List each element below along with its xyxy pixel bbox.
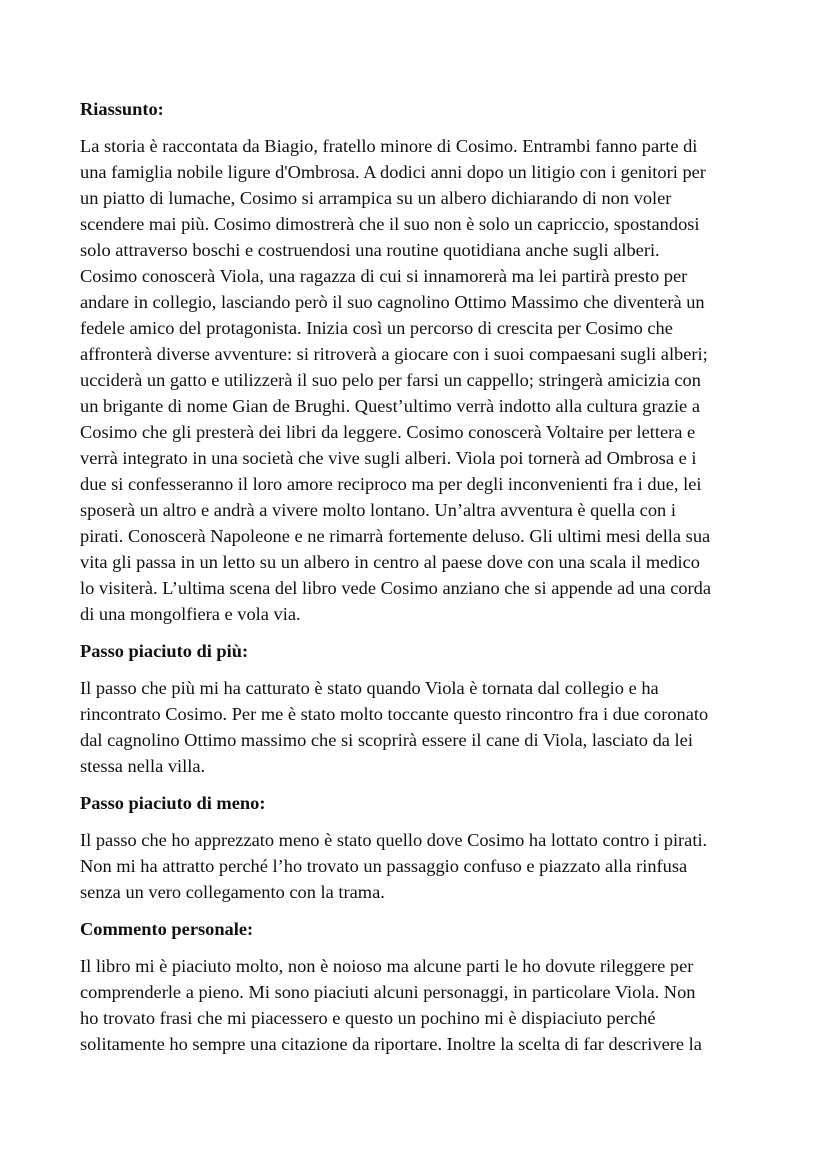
section-heading-commento-personale: Commento personale: — [80, 919, 254, 939]
section-heading-passo-piaciuto-di-piu: Passo piaciuto di più: — [80, 641, 249, 661]
section-body-commento-personale: Il libro mi è piaciuto molto, non è noioso ma alcune parti le ho dovute rileggere per comprenderle a pieno. Mi sono piaciuti alcuni personaggi, in particolare Viola. Non ho trovato frasi che mi piacessero e questo un pochino mi è dispiaciuto perché solitamente ho sempre una citazione da riportare. Inoltre la scelta di far descrivere la — [80, 956, 702, 1054]
section-body-passo-piaciuto-di-meno: Il passo che ho apprezzato meno è stato quello dove Cosimo ha lottato contro i pirati. Non mi ha attratto perché l’ho trovato un passaggio confuso e piazzato alla rinfusa senza un vero collegamento con la trama. — [80, 830, 708, 902]
document-page — [80, 96, 760, 1057]
section-heading-riassunto: Riassunto: — [80, 99, 164, 119]
section-body-riassunto: La storia è raccontata da Biagio, fratello minore di Cosimo. Entrambi fanno parte di una famiglia nobile ligure d'Ombrosa. A dodici anni dopo un litigio con i genitori per un piatto di lumache, Cosimo si arrampica su un albero dichiarando di non voler scendere mai più. Cosimo dimostrerà che il suo non è solo un capriccio, spostandosi solo attraverso boschi e costruendosi una routine quotidiana anche sugli alberi. Cosimo conoscerà Viola, una ragazza di cui si innamorerà ma lei partirà presto per andare in collegio, lasciando però il suo cagnolino Ottimo Massimo che diventerà un fedele amico del protagonista. Inizia così un percorso di crescita per Cosimo che affronterà diverse avventure: si ritroverà a giocare con i suoi compaesani sugli alberi; ucciderà un gatto e utilizzerà il suo pelo per farsi un cappello; stringerà amicizia con un brigante di nome Gian de Brughi. Quest’ultimo verrà indotto alla cultura grazie a Cosimo che gli presterà dei libri da leggere. Cosimo conoscerà Voltaire per lettera e verrà integrato in una società che vive sugli alberi. Viola poi tornerà ad Ombrosa e i due si confesseranno il loro amore reciproco ma per degli inconvenienti fra i due, lei sposerà un altro e andrà a vivere molto lontano. Un’altra avventura è quella con i pirati. Conoscerà Napoleone e ne rimarrà fortemente deluso. Gli ultimi mesi della sua vita gli passa in un letto su un albero in centro al paese dove con una scala il medico lo visiterà. L’ultima scena del libro vede Cosimo anziano che si appende ad una corda di una mongolfiera e vola via. — [80, 136, 712, 624]
section-body-passo-piaciuto-di-piu: Il passo che più mi ha catturato è stato quando Viola è tornata dal collegio e ha rincontrato Cosimo. Per me è stato molto toccante questo rincontro fra i due coronato dal cagnolino Ottimo massimo che si scoprirà essere il cane di Viola, lasciato da lei stessa nella villa. — [80, 678, 709, 776]
section-heading-passo-piaciuto-di-meno: Passo piaciuto di meno: — [80, 793, 266, 813]
